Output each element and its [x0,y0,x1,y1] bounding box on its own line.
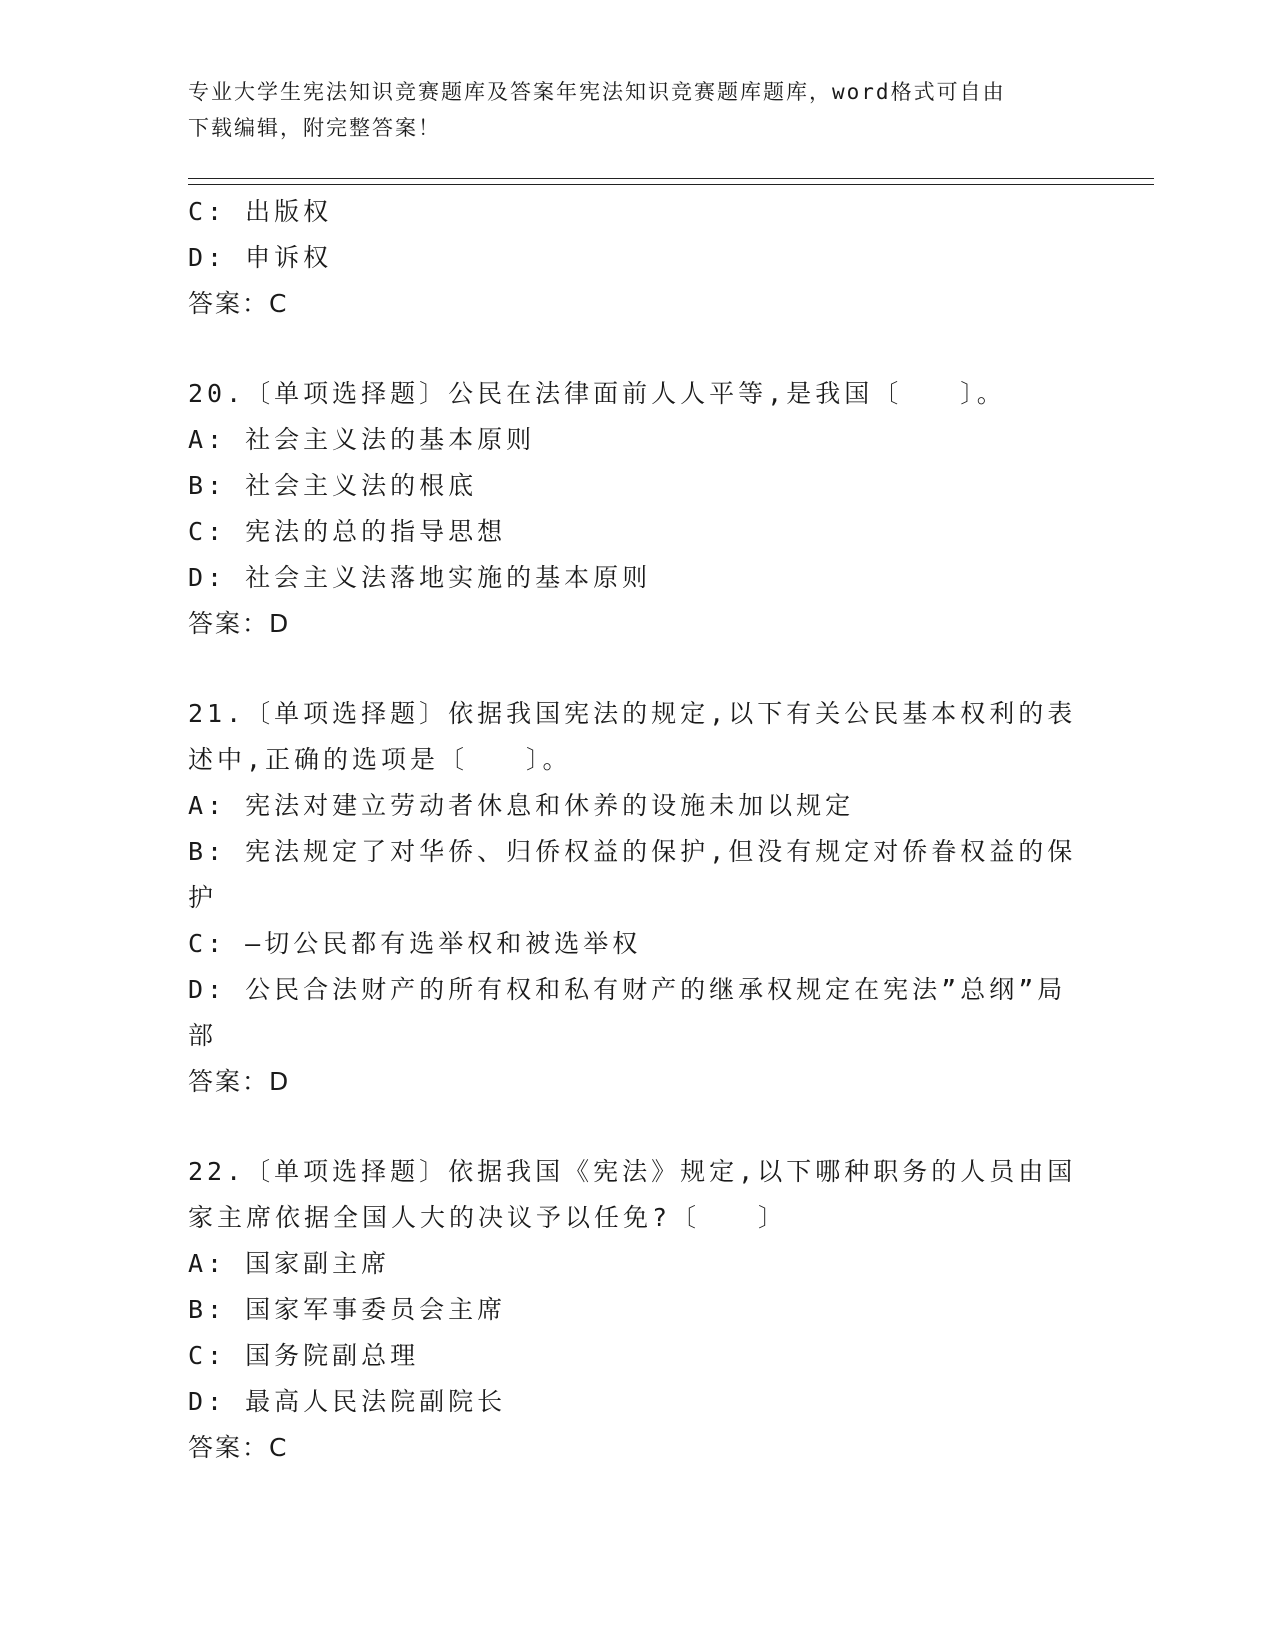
question-stem-continued: 述中,正确的选项是〔 〕。 [188,745,572,774]
question-20 [188,371,1088,647]
option-b-continued: 护 [188,883,218,912]
header-divider [188,178,1154,185]
answer-line: 答案：D [188,1067,291,1096]
spacer [188,647,1088,691]
option-d: D: 申诉权 [188,243,333,272]
option-d: D: 社会主义法落地实施的基本原则 [188,563,652,592]
spacer [188,327,1088,371]
option-d: D: 公民合法财产的所有权和私有财产的继承权规定在宪法”总纲”局 [188,975,1067,1004]
answer-line: 答案：D [188,609,291,638]
header-line-2: 下载编辑，附完整答案！ [188,116,441,140]
question-stem-continued: 家主席依据全国人大的决议予以任免?〔 〕 [188,1203,788,1232]
answer-line: 答案：C [188,1433,289,1462]
option-c: C: —切公民都有选举权和被选举权 [188,929,642,958]
document-header [188,74,1088,146]
option-b: B: 国家军事委员会主席 [188,1295,507,1324]
question-21 [188,691,1088,1105]
question-stem: 22.〔单项选择题〕依据我国《宪法》规定,以下哪种职务的人员由国 [188,1157,1077,1186]
option-c: C: 出版权 [188,197,333,226]
option-b: B: 宪法规定了对华侨、归侨权益的保护,但没有规定对侨眷权益的保 [188,837,1077,866]
answer-line: 答案：C [188,289,289,318]
option-d-continued: 部 [188,1021,218,1050]
option-a: A: 社会主义法的基本原则 [188,425,536,454]
option-b: B: 社会主义法的根底 [188,471,478,500]
option-a: A: 宪法对建立劳动者休息和休养的设施未加以规定 [188,791,855,820]
option-d: D: 最高人民法院副院长 [188,1387,507,1416]
header-line-1: 专业大学生宪法知识竞赛题库及答案年宪法知识竞赛题库题库，word格式可自由 [188,80,1006,104]
question-stem: 20.〔单项选择题〕公民在法律面前人人平等,是我国〔 〕。 [188,379,1006,408]
option-c: C: 宪法的总的指导思想 [188,517,507,546]
question-19-tail [188,189,1088,327]
document-body [188,189,1088,1471]
option-c: C: 国务院副总理 [188,1341,420,1370]
spacer [188,1105,1088,1149]
question-stem: 21.〔单项选择题〕依据我国宪法的规定,以下有关公民基本权利的表 [188,699,1077,728]
option-a: A: 国家副主席 [188,1249,391,1278]
question-22 [188,1149,1088,1471]
